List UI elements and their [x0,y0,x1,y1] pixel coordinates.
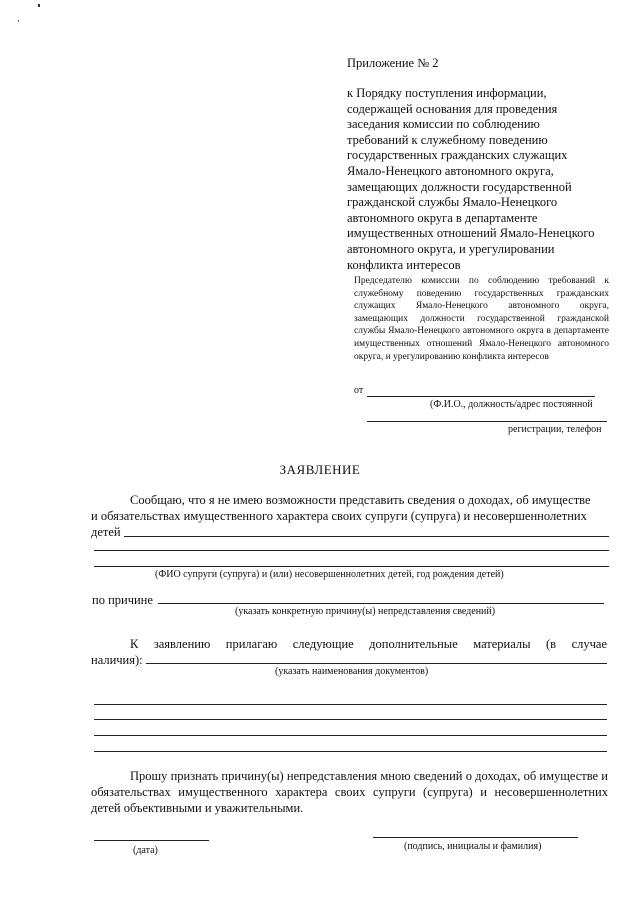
materials-field-2[interactable] [94,704,607,705]
appendix-line: государственных гражданских служащих [347,148,568,163]
para2-line1: К заявлению прилагаю следующие дополнительные материалы (в случае [130,637,607,651]
family-caption: (ФИО супруги (супруга) и (или) несовершеннолетних детей, год рождения детей) [155,569,504,580]
children-field-3[interactable] [94,566,609,567]
reason-caption: (указать конкретную причину(ы) непредставления сведений) [235,606,496,617]
signature-field[interactable] [373,837,578,838]
para1-line1: Сообщаю, что я не имею возможности представить сведения о доходах, об имуществе [130,493,591,507]
reason-field[interactable] [158,603,604,604]
para2-line2: наличия): [91,653,143,667]
statement-title: ЗАЯВЛЕНИЕ [279,462,361,477]
para1-line3: детей [91,525,121,539]
children-field-2[interactable] [94,550,609,551]
appendix-line: Ямало-Ненецкого автономного округа, [347,163,554,178]
appendix-line: конфликта интересов [347,257,461,272]
para1-line2: и обязательствах имущественного характера своих супруги (супруга) и несовершеннолетних [91,509,587,523]
para3: Прошу признать причину(ы) непредставления мною сведений о доходах, об имуществе и обязательствах имущественного характера своих супруги (супруга) и несовершеннолетних детей объективными и уважительными. [91,769,608,815]
appendix-line: имущественных отношений Ямало-Ненецкого [347,226,595,241]
from-name-field[interactable] [367,396,595,397]
registration-field[interactable] [367,421,607,422]
appendix-line: к Порядку поступления информации, [347,86,547,100]
appendix-line: гражданской службы Ямало-Ненецкого [347,195,558,210]
appendix-line: замещающих должности государственной [347,179,572,194]
from-caption: (Ф.И.О., должность/адрес постоянной [430,399,593,410]
materials-field-5[interactable] [94,751,607,752]
children-field-1[interactable] [124,536,609,537]
date-field[interactable] [94,840,209,841]
materials-field-1[interactable] [146,663,607,664]
appendix-line: заседания комиссии по соблюдению [347,117,540,132]
materials-field-4[interactable] [94,735,607,736]
materials-field-3[interactable] [94,719,607,720]
appendix-line: автономного округа, и урегулировании [347,241,555,256]
signature-caption: (подпись, инициалы и фамилия) [404,841,542,852]
registration-caption: регистрации, телефон [508,424,602,435]
scan-speck [18,20,19,22]
appendix-line: требований к служебному поведению [347,132,548,147]
appendix-title: Приложение № 2 [347,56,439,70]
reason-label: по причине [92,593,153,607]
docs-caption: (указать наименования документов) [275,666,429,677]
date-caption: (дата) [133,845,158,856]
appendix-body [347,86,612,273]
from-label: от [354,385,364,396]
appendix-line: автономного округа в департаменте [347,210,538,225]
appendix-line: содержащей основания для проведения [347,101,558,116]
addressee-block: Председателю комиссии по соблюдению требований к служебному поведению государственных гражданских служащих Ямало-Ненецкого автономного округа, замещающих должности государственной гражданской службы Ямало-Ненецкого автономного округа в департаменте имущественных отношений Ямало-Ненецкого автономного округа, и урегулированию конфликта интересов [354,276,609,362]
scan-speck [38,4,40,7]
